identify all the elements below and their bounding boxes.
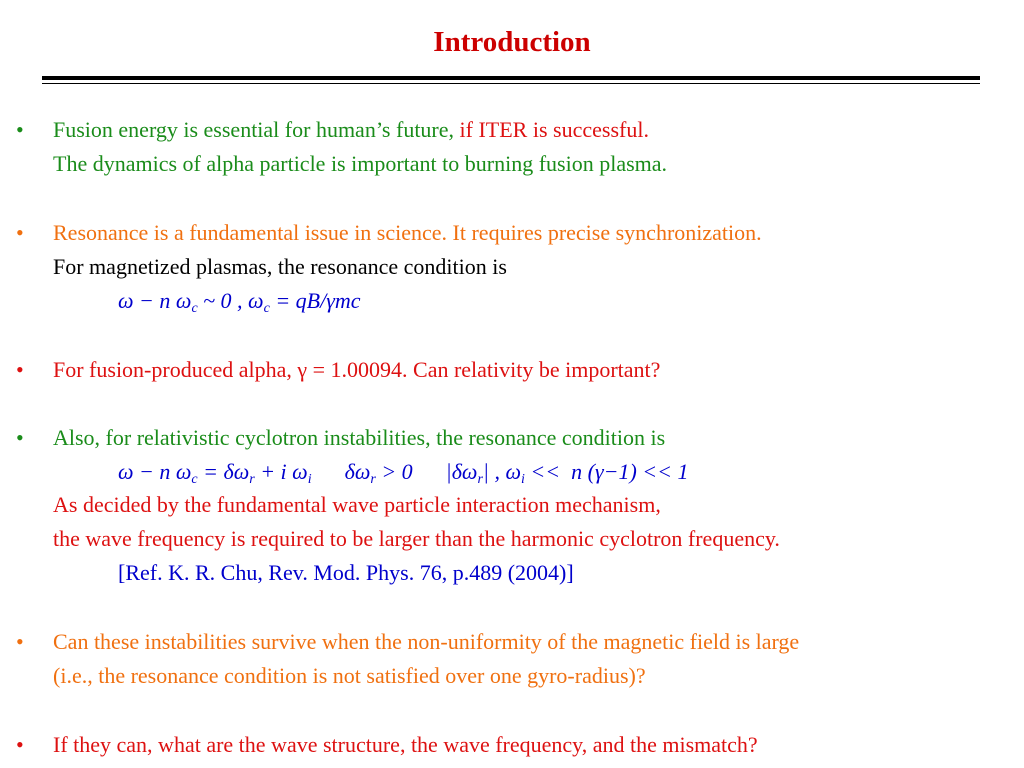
bullet-1-text-b: if ITER is successful. bbox=[459, 117, 649, 142]
bullet-4-line-4: the wave frequency is required to be larger than the harmonic cyclotron frequency. bbox=[53, 526, 780, 551]
bullet-2: • bbox=[16, 220, 24, 245]
bullet-2-line-1: Resonance is a fundamental issue in science. It requires precise synchronization. bbox=[53, 220, 762, 245]
bullet-3-line-1: For fusion-produced alpha, γ = 1.00094. Can relativity be important? bbox=[53, 357, 661, 382]
bullet-4-line-1: Also, for relativistic cyclotron instabilities, the resonance condition is bbox=[53, 425, 666, 450]
bullet-6: • bbox=[16, 732, 24, 757]
bullet-6-line-1: If they can, what are the wave structure, the wave frequency, and the mismatch? bbox=[53, 732, 758, 757]
bullet-4: • bbox=[16, 425, 24, 450]
page-title: Introduction bbox=[433, 26, 591, 58]
bullet-1: • bbox=[16, 117, 24, 142]
bullet-1-line-2: The dynamics of alpha particle is important to burning fusion plasma. bbox=[53, 151, 668, 176]
resonance-equation: ω − n $\omega_c$ ~ 0 , $\omega_c = qB/\gamma mc$ bbox=[118, 288, 361, 316]
bullet-5: • bbox=[16, 629, 24, 654]
bullet-2-line-2: For magnetized plasmas, the resonance condition is bbox=[53, 254, 507, 279]
instability-equation: ω − n $\omega_c = \delta\omega_r + i$ $\omega_i$ $\delta\omega_r > 0$ $|\delta\omega_r|$ , $\omega_i << n$ (γ−1) << 1 bbox=[118, 459, 689, 487]
bullet-5-line-2: (i.e., the resonance condition is not satisfied over one gyro-radius)? bbox=[53, 663, 646, 688]
reference-citation: [Ref. K. R. Chu, Rev. Mod. Phys. 76, p.489 (2004)] bbox=[118, 560, 574, 585]
title-rule-thin bbox=[42, 83, 980, 84]
bullet-4-line-3: As decided by the fundamental wave particle interaction mechanism, bbox=[53, 492, 661, 517]
title-rule-thick bbox=[42, 76, 980, 80]
bullet-5-line-1: Can these instabilities survive when the non-uniformity of the magnetic field is large bbox=[53, 629, 800, 654]
bullet-1-line-1 bbox=[53, 119, 649, 141]
bullet-3: • bbox=[16, 357, 24, 382]
bullet-1-text-a: Fusion energy is essential for human’s future, bbox=[53, 117, 460, 142]
